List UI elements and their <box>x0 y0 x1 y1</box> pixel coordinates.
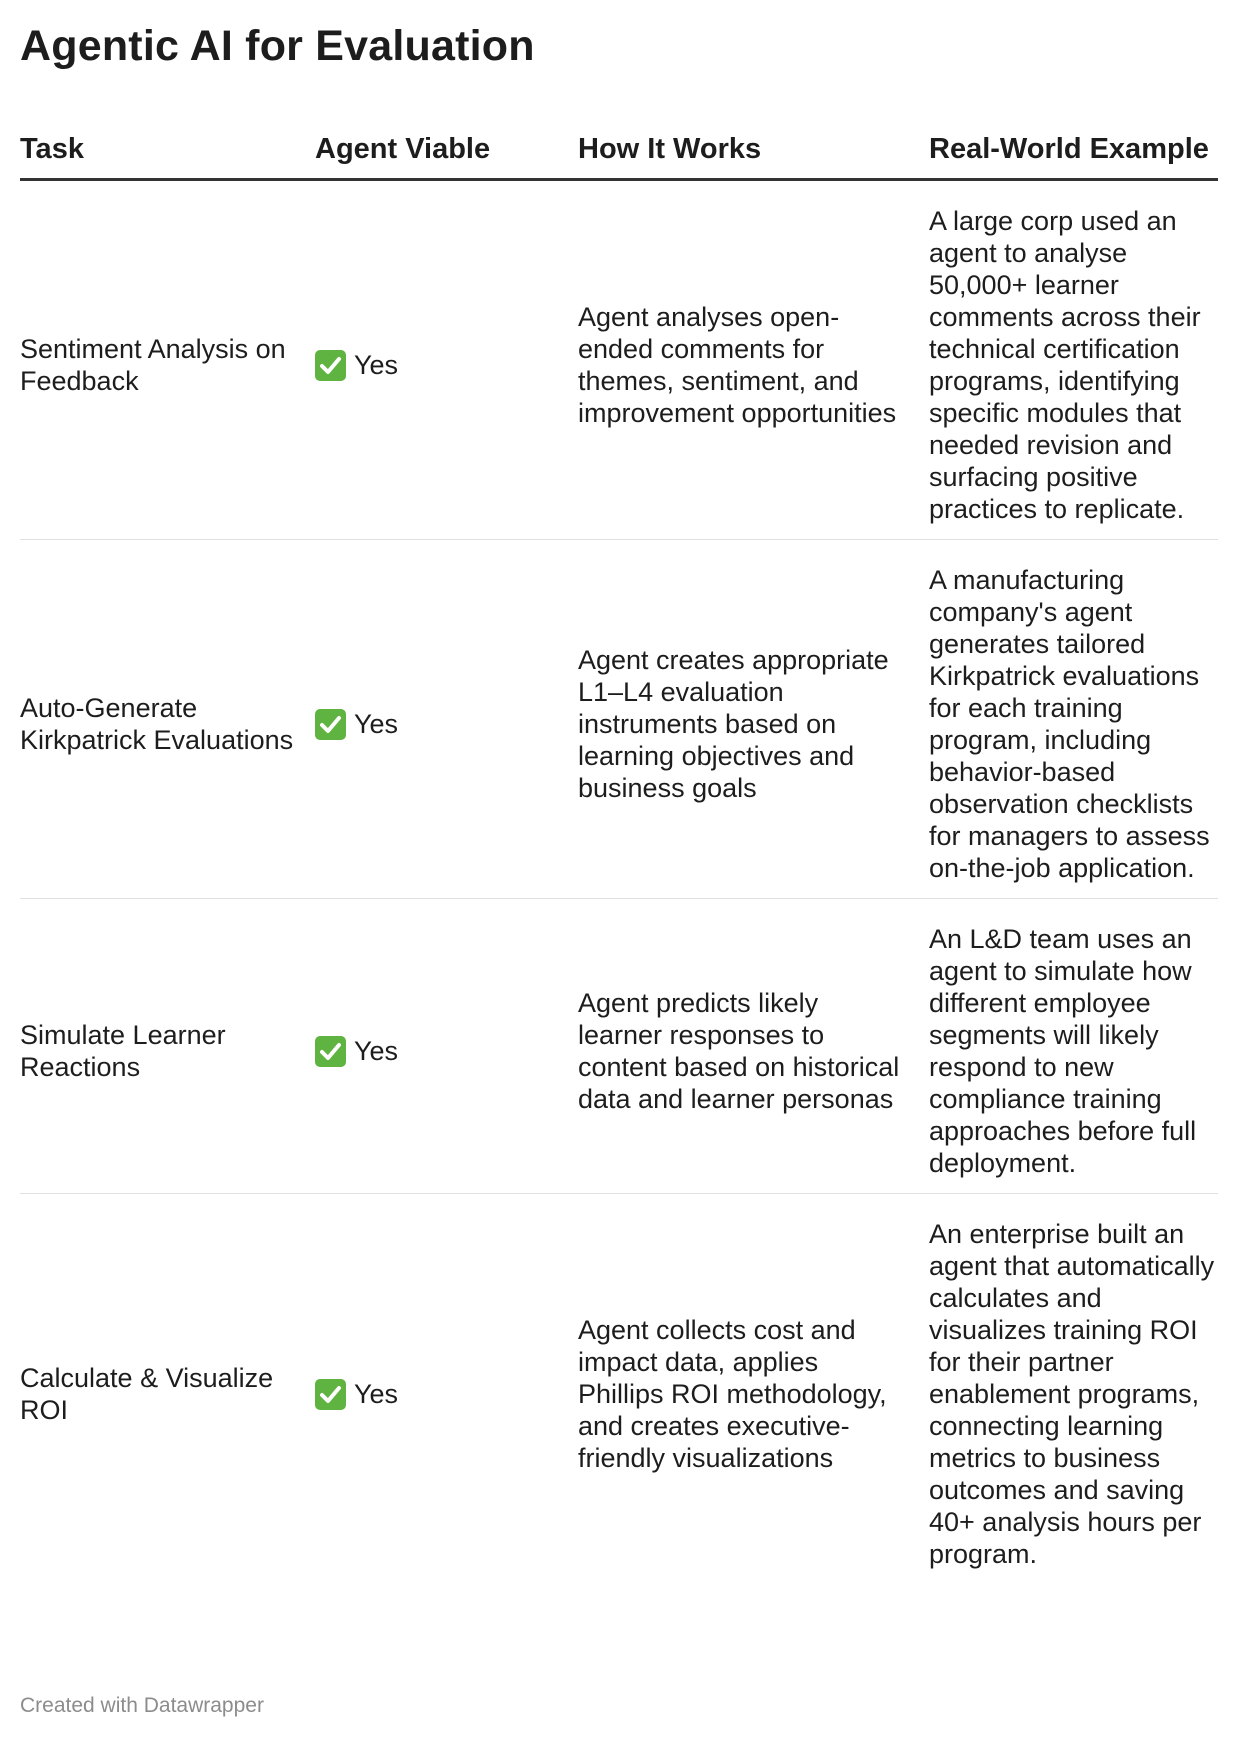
example-cell <box>929 1194 1218 1585</box>
page-title: Agentic AI for Evaluation <box>20 22 535 70</box>
example-cell <box>929 180 1218 540</box>
how-cell <box>578 180 929 540</box>
check-mark-button-icon <box>315 709 346 740</box>
task-cell <box>20 180 315 540</box>
example-cell <box>929 540 1218 899</box>
example-text: An enterprise built an agent that automatically calculates and visualizes training ROI for their partner enablement programs, connecting learning metrics to business outcomes and saving 40+ analysis hours per program. <box>929 1219 1215 1569</box>
page <box>20 0 1218 1584</box>
column-header-real-world-example[interactable]: Real-World Example <box>929 132 1218 180</box>
task-text: Simulate Learner Reactions <box>20 1020 226 1082</box>
task-cell <box>20 1194 315 1585</box>
header-row <box>20 132 1218 180</box>
viable-value <box>315 1035 578 1067</box>
task-cell <box>20 899 315 1194</box>
example-text: An L&D team uses an agent to simulate how different employee segments will likely respond to new compliance training approaches before full deployment. <box>929 924 1197 1178</box>
viable-cell <box>315 540 578 899</box>
task-text: Calculate & Visualize ROI <box>20 1363 274 1425</box>
table-row <box>20 180 1218 540</box>
how-text: Agent predicts likely learner responses to content based on historical data and learner personas <box>578 988 900 1114</box>
table-row <box>20 1194 1218 1585</box>
check-mark-button-icon <box>315 1036 346 1067</box>
credit-footer[interactable]: Created with Datawrapper <box>20 1694 264 1717</box>
check-mark-button-icon <box>315 1379 346 1410</box>
task-text: Auto-Generate Kirkpatrick Evaluations <box>20 693 294 755</box>
how-cell <box>578 540 929 899</box>
viable-cell <box>315 1194 578 1585</box>
column-header-agent-viable[interactable]: Agent Viable <box>315 132 578 180</box>
column-header-how-it-works[interactable]: How It Works <box>578 132 929 180</box>
viable-value <box>315 349 578 381</box>
viable-text: Yes <box>354 350 399 380</box>
column-header-task[interactable]: Task <box>20 132 315 180</box>
example-text: A manufacturing company's agent generates tailored Kirkpatrick evaluations for each training program, including behavior-based observation checklists for managers to assess on-the-job application. <box>929 565 1210 883</box>
how-text: Agent analyses open-ended comments for themes, sentiment, and improvement opportunities <box>578 302 897 428</box>
how-cell <box>578 1194 929 1585</box>
check-mark-button-icon <box>315 350 346 381</box>
task-cell <box>20 540 315 899</box>
table-row <box>20 899 1218 1194</box>
viable-text: Yes <box>354 1036 399 1066</box>
evaluation-table <box>20 132 1218 1584</box>
how-text: Agent creates appropriate L1–L4 evaluation instruments based on learning objectives and business goals <box>578 645 889 803</box>
how-text: Agent collects cost and impact data, applies Phillips ROI methodology, and creates executive-friendly visualizations <box>578 1315 887 1473</box>
viable-cell <box>315 899 578 1194</box>
how-cell <box>578 899 929 1194</box>
viable-text: Yes <box>354 1379 399 1409</box>
example-text: A large corp used an agent to analyse 50,000+ learner comments across their technical certification programs, identifying specific modules that needed revision and surfacing positive practices to replicate. <box>929 206 1201 524</box>
task-text: Sentiment Analysis on Feedback <box>20 334 286 396</box>
viable-cell <box>315 180 578 540</box>
viable-value <box>315 1378 578 1410</box>
viable-text: Yes <box>354 709 399 739</box>
example-cell <box>929 899 1218 1194</box>
table-row <box>20 540 1218 899</box>
viable-value <box>315 708 578 740</box>
